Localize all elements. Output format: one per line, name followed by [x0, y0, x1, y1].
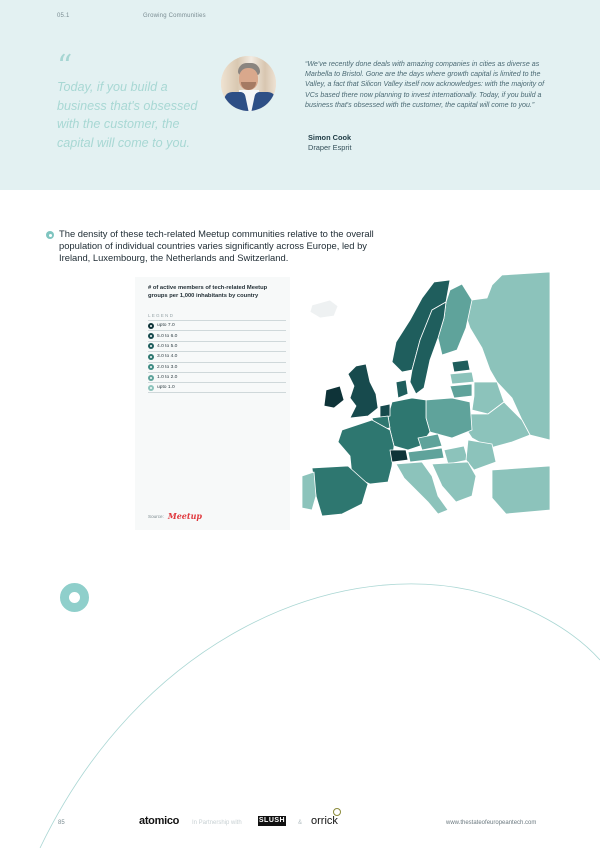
netherlands-shape [380, 404, 390, 418]
legend-item [148, 362, 286, 372]
uk-shape [348, 364, 378, 418]
swatch-icon [148, 375, 154, 381]
balkans-shape [432, 462, 476, 502]
decorative-arc [0, 560, 600, 848]
poland-shape [426, 398, 472, 438]
legend-label: upto 1.0 [157, 385, 175, 391]
portugal-shape [302, 472, 316, 510]
source-line [148, 511, 202, 521]
site-url-link[interactable]: www.thestateofeuropeantech.com [446, 820, 537, 826]
legend-item [148, 341, 286, 351]
legend-card [135, 277, 290, 530]
legend-label: upto 7.0 [157, 323, 175, 329]
hungary-shape [444, 446, 468, 464]
ampersand: & [298, 820, 303, 826]
legend-list [148, 320, 286, 393]
latvia-shape [450, 372, 474, 384]
legend-item [148, 330, 286, 340]
ireland-shape [324, 386, 344, 408]
turkey-shape [492, 466, 550, 514]
quote-mark-icon: “ [57, 49, 73, 84]
full-quote: “We've recently done deals with amazing companies in cities as diverse as Marbella to Bristol. Gone are the days where growth capital is limited to the Valley, a fact that Silicon Valley itself now acknowledges: with the majority of VCs based there now planning to invest internationally. Today, if you build a business that's obsessed with the customer, the capital will come to you.” [305, 60, 545, 109]
orrick-logo: orrick [311, 815, 338, 827]
swatch-icon [148, 343, 154, 349]
estonia-shape [452, 360, 470, 372]
lead-paragraph: The density of these tech-related Meetup communities relative to the overall population of individual countries varies significantly across Europe, led by Ireland, Luxembourg, the Netherlands and Switzerland. [59, 228, 374, 264]
bullet-icon [46, 231, 54, 239]
legend-heading: LEGEND [148, 313, 175, 318]
legend-item [148, 372, 286, 382]
legend-title: # of active members of tech-related Meetup groups per 1,000 inhabitants by country [148, 285, 268, 299]
swatch-icon [148, 354, 154, 360]
author-org: Draper Esprit [308, 143, 352, 152]
pull-quote: Today, if you build a business that's obsessed with the customer, the capital will come to you. [57, 80, 198, 150]
swatch-icon [148, 333, 154, 339]
switzerland-shape [390, 450, 408, 462]
avatar [221, 56, 276, 111]
legend-label: 3.0 to 4.0 [157, 354, 178, 360]
swatch-icon [148, 364, 154, 370]
meetup-logo: Meetup [167, 511, 202, 521]
romania-shape [466, 440, 496, 470]
legend-label: 5.0 to 6.0 [157, 333, 178, 339]
atomico-logo: atomico [139, 815, 180, 827]
swatch-icon [148, 323, 154, 329]
legend-label: 2.0 to 3.0 [157, 364, 178, 370]
author-name: Simon Cook [308, 133, 352, 142]
lithuania-shape [450, 384, 472, 398]
partner-text: In Partnership with [192, 820, 242, 826]
legend-item [148, 382, 286, 392]
source-label: Source: [148, 513, 164, 519]
denmark-shape [396, 380, 408, 398]
orrick-ring-icon [333, 808, 341, 816]
europe-choropleth-map [292, 270, 550, 520]
iceland-shape [310, 300, 338, 318]
page-number: 85 [58, 820, 65, 826]
legend-item [148, 351, 286, 361]
section-number: 05.1 [57, 13, 70, 19]
legend-item [148, 320, 286, 330]
swatch-icon [148, 385, 154, 391]
legend-label: 4.0 to 5.0 [157, 343, 178, 349]
section-title: Growing Communities [143, 13, 206, 19]
slush-logo: SLUSH [258, 817, 286, 824]
austria-shape [408, 448, 444, 462]
legend-label: 1.0 to 2.0 [157, 375, 178, 381]
